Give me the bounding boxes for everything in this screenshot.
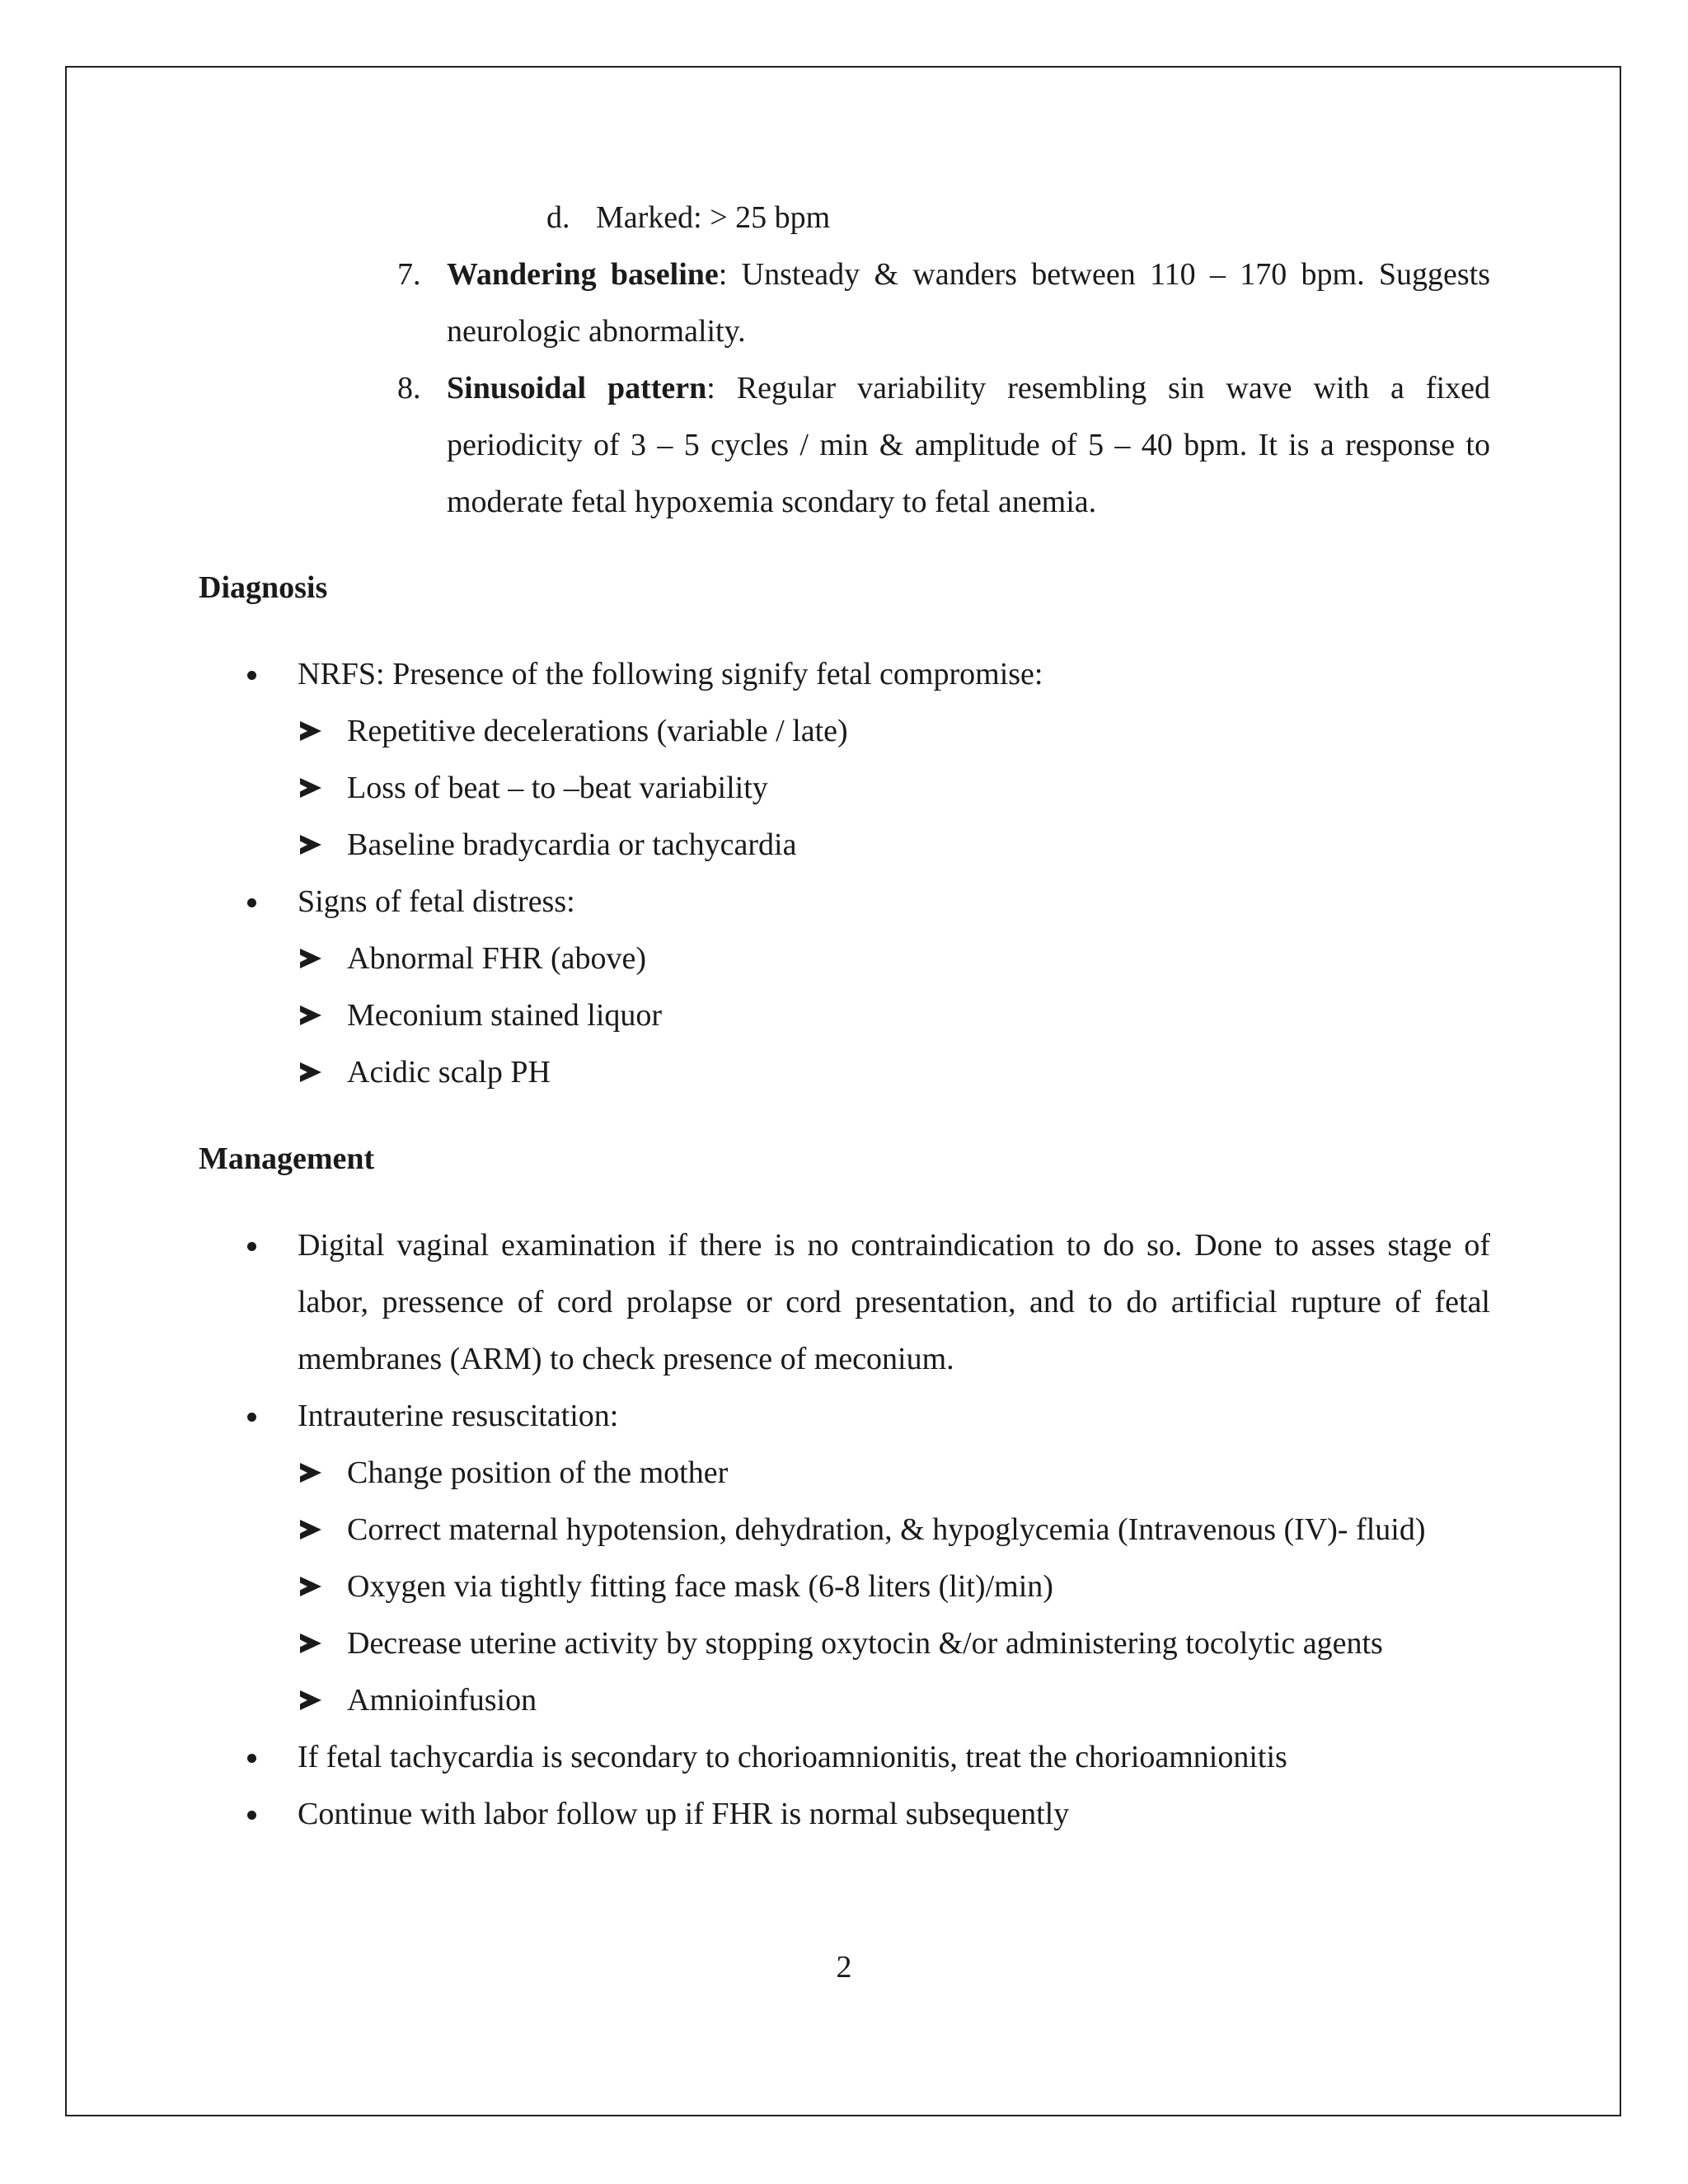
- management-bullet1-line3: membranes (ARM) to check presence of meconium.: [298, 1342, 954, 1376]
- list-item-8-line3: moderate fetal hypoxemia scondary to fetal anemia.: [447, 485, 1097, 519]
- diagnosis-subitem: Abnormal FHR (above): [347, 941, 647, 976]
- management-subitem: Oxygen via tightly fitting face mask (6-8 liters (lit)/min): [347, 1569, 1053, 1604]
- bullet-icon: [247, 1754, 256, 1763]
- list-marker-d: d.: [546, 200, 570, 235]
- management-subitem: Decrease uterine activity by stopping oxytocin &/or administering tocolytic agents: [347, 1626, 1383, 1661]
- arrow-notch: [299, 1526, 307, 1534]
- diagnosis-subitem: Baseline bradycardia or tachycardia: [347, 827, 797, 862]
- arrow-notch: [299, 1582, 307, 1591]
- management-bullet1-line2: labor, pressence of cord prolapse or cord presentation, and to do artificial rupture of fetal: [298, 1285, 1490, 1319]
- management-subitem: Amnioinfusion: [347, 1683, 537, 1718]
- diagnosis-bullet2: Signs of fetal distress:: [298, 884, 575, 919]
- arrow-notch: [299, 1639, 307, 1647]
- list-marker-8: 8.: [397, 371, 421, 405]
- list-item-8-line1: Sinusoidal pattern: Regular variability resembling sin wave with a fixed: [447, 371, 1490, 405]
- list-marker-7: 7.: [397, 257, 421, 292]
- list-item-d-text: Marked: > 25 bpm: [596, 200, 831, 235]
- list-item-7-line2: neurologic abnormality.: [447, 314, 746, 349]
- diagnosis-subitem: Loss of beat – to –beat variability: [347, 771, 768, 805]
- arrow-notch: [299, 1469, 307, 1477]
- bullet-icon: [247, 671, 256, 680]
- diagnosis-subitem: Acidic scalp PH: [347, 1055, 551, 1090]
- bullet-icon: [247, 1811, 256, 1820]
- diagnosis-bullet1: NRFS: Presence of the following signify fetal compromise:: [298, 657, 1043, 691]
- list-item-8-line2: periodicity of 3 – 5 cycles / min & amplitude of 5 – 40 bpm. It is a response to: [447, 428, 1490, 462]
- management-bullet1-line1: Digital vaginal examination if there is no contraindication to do so. Done to asses stage of: [298, 1228, 1490, 1263]
- diagnosis-subitem: Repetitive decelerations (variable / late): [347, 714, 848, 748]
- bullet-icon: [247, 1242, 256, 1251]
- term-wandering-baseline: Wandering baseline: [447, 257, 719, 292]
- arrow-notch: [299, 784, 307, 792]
- management-bullet4: Continue with labor follow up if FHR is normal subsequently: [298, 1797, 1070, 1831]
- arrow-notch: [299, 1696, 307, 1704]
- arrow-notch: [299, 954, 307, 963]
- bullet-icon: [247, 898, 256, 907]
- list-item-7-line1: Wandering baseline: Unsteady & wanders between 110 – 170 bpm. Suggests: [447, 257, 1491, 292]
- arrow-notch: [299, 841, 307, 849]
- management-subitem: Change position of the mother: [347, 1455, 729, 1490]
- management-heading: Management: [199, 1141, 375, 1176]
- term-sinusoidal-pattern: Sinusoidal pattern: [447, 371, 707, 405]
- page-number: 2: [836, 1950, 852, 1985]
- arrow-notch: [299, 1068, 307, 1076]
- bullet-icon: [247, 1413, 256, 1422]
- diagnosis-heading: Diagnosis: [199, 570, 328, 605]
- diagnosis-subitem: Meconium stained liquor: [347, 998, 663, 1033]
- management-bullet2: Intrauterine resuscitation:: [298, 1399, 619, 1433]
- management-bullet3: If fetal tachycardia is secondary to chorioamnionitis, treat the chorioamnionitis: [298, 1740, 1287, 1774]
- arrow-notch: [299, 1011, 307, 1019]
- arrow-notch: [299, 727, 307, 735]
- management-subitem: Correct maternal hypotension, dehydration, & hypoglycemia (Intravenous (IV)- fluid): [347, 1512, 1426, 1547]
